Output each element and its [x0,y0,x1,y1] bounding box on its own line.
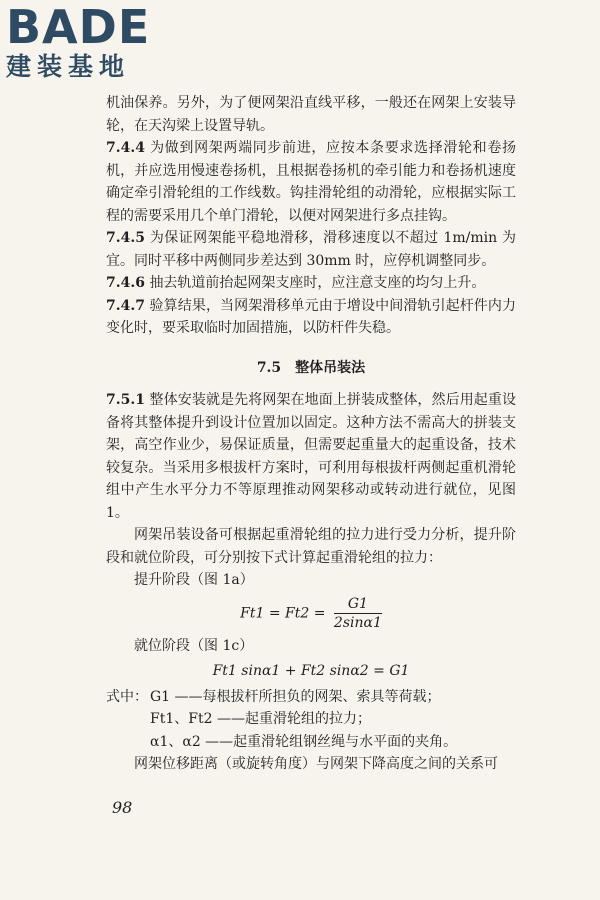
logo-subtitle: 建装基地 [6,52,131,81]
definition-row [106,731,516,754]
clause-text: 为保证网架能平稳地滑移，滑移速度以不超过 1m/min 为宜。同时平移中两侧同步差达到 30mm 时，应停机调整同步。 [106,230,516,269]
definition-row [106,686,516,709]
clause-number: 7.4.4 [106,140,145,156]
section-heading: 7.5 整体吊装法 [256,359,366,376]
clause-7-4-4 [106,137,516,227]
logo-wordmark: BADE [6,0,151,54]
paragraph-force-analysis: 网架吊装设备可根据起重滑轮组的拉力进行受力分析，提升阶段和就位阶段，可分别按下式计算起重滑轮组的拉力： [106,527,516,566]
clause-7-4-6 [106,272,516,295]
formula-lift [106,595,516,632]
formula-place: Ft1 sinα1 + Ft2 sinα2 = G1 [212,663,410,679]
paragraph-displacement: 网架位移距离（或旋转角度）与网架下降高度之间的关系可 [134,756,498,772]
clause-text: 为做到网架两端同步前进，应按本条要求选择滑轮和卷扬机，并应选用慢速卷扬机，且根据卷扬机的牵引能力和卷扬机速度确定牵引滑轮组的工作线数。钩挂滑轮组的动滑轮，应根据实际工程的需要采用几个单门滑轮，以便对网架进行多点挂钩。 [106,140,517,224]
clause-text: 整体安装就是先将网架在地面上拼装成整体，然后用起重设备将其整体提升到设计位置加以固定。这种方法不需高大的拼装支架，高空作业少，易保证质量，但需要起重量大的起重设备，技术较复杂。当采用多根拔杆方案时，可利用每根拔杆两侧起重机滑轮组中产生水平分力不等原理推动网架移动或转动进行就位，见图 1。 [106,392,517,521]
definition-alpha: α1、α2 ——起重滑轮组钢丝绳与水平面的夹角。 [150,733,458,750]
clause-7-5-1 [106,389,516,524]
clause-text: 验算结果，当网架滑移单元由于增设中间滑轨引起杆件内力变化时，要采取临时加固措施，以防杆件失稳。 [106,297,517,336]
definition-ft: Ft1、Ft2 ——起重滑轮组的拉力； [150,711,371,727]
lift-stage-label: 提升阶段（图 1a） [134,572,254,588]
formula-lhs: Ft1 = Ft2 = [240,605,326,621]
clause-number: 7.4.7 [106,297,145,314]
definition-row [106,708,516,731]
fraction-numerator: G1 [334,595,382,614]
where-label: 式中： [106,688,148,705]
clause-7-4-5 [106,227,516,272]
clause-text: 抽去轨道前抬起网架支座时，应注意支座的均匀上升。 [149,275,486,291]
symbol-definitions [106,686,516,754]
clause-number: 7.4.6 [106,275,145,291]
clause-number: 7.4.5 [106,230,145,246]
document-page [106,92,516,776]
paragraph-continued: 机油保养。另外，为了便网架沿直线平移，一般还在网架上安装导轮，在天沟梁上设置导轨。 [106,95,516,134]
fraction-denominator: 2sinα1 [333,614,382,631]
clause-number: 7.5.1 [106,392,145,408]
bade-logo [6,0,186,82]
formula-fraction [334,595,382,632]
clause-7-4-7 [106,295,516,340]
definition-g1: G1 ——每根拔杆所担负的网架、索具等荷载； [150,688,441,705]
place-stage-label: 就位阶段（图 1c） [134,637,254,654]
page-number: 98 [112,798,133,817]
